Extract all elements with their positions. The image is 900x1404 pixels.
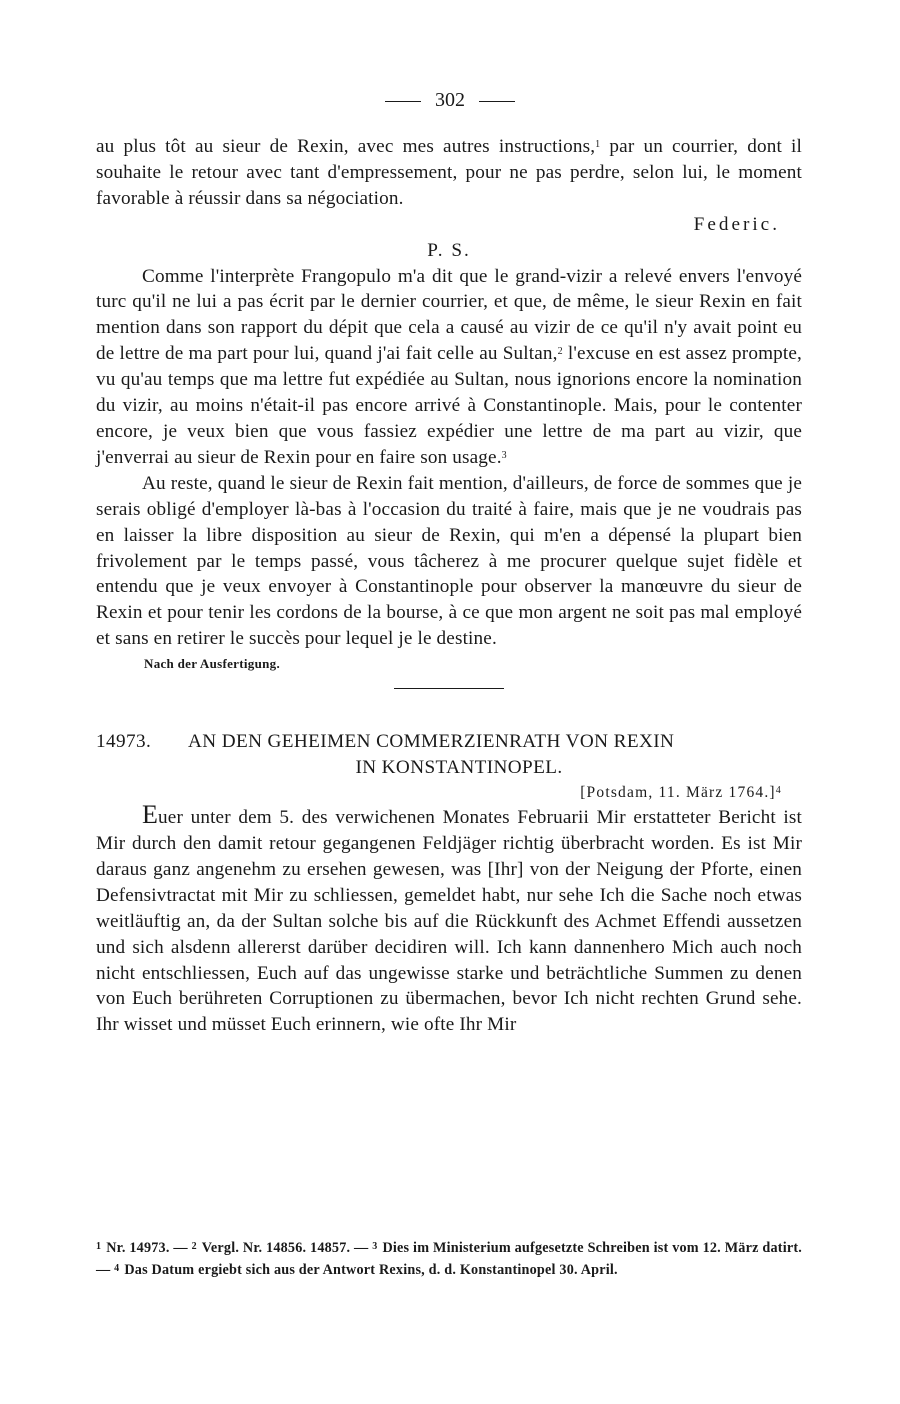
footnote-ref: 3 [501, 449, 507, 461]
signature: Federic. [693, 213, 780, 235]
document-heading [96, 729, 802, 781]
postscript-paragraph: Comme l'interprète Frangopulo m'a dit que le grand-vizir a relevé envers l'envoyé turc qu'il ne lui a pas écrit par le dernier courrier, et que, de même, le sieur Rexin en fait mention dans son rapport du dépit que cela a causé au vizir de ce qu'il n'y avait point eu de lettre de ma part pour lui, quand j'ai fait celle au Sultan,$^2$ l'excuse en est assez prompte, vu qu'au temps que ma lettre fut expédiée au Sultan, nous ignorions encore la nomination du vizir, au moins n'était-il pas encore arrivé à Constantinople. Mais, pour le contenter encore, je veux bien que vous fassiez expédier une lettre de ma part au vizir, que j'enverrai au sieur de Rexin pour en faire son usage.$^3$ [96, 265, 802, 468]
dateline: [Potsdam, 11. März 1764.]$^4$ [580, 784, 782, 802]
footnote: $^2$ Vergl. Nr. 14856. 14857. — [191, 1240, 373, 1256]
source-note: Nach der Ausfertigung. [144, 656, 281, 672]
page-number-header [0, 88, 900, 112]
heading-line-1: AN DEN GEHEIMEN COMMERZIENRATH VON REXIN [188, 731, 675, 753]
footnotes [96, 1238, 802, 1281]
heading-line-2: IN KONSTANTINOPEL. [355, 757, 563, 779]
postscript-heading: P. S. [427, 239, 471, 261]
postscript-paragraph: Au reste, quand le sieur de Rexin fait mention, d'ailleurs, de force de sommes que je serais obligé d'employer là-bas à l'occasion du traité à faire, mais que je ne voudrais pas en laisser la libre disposition au sieur de Rexin, qui m'en a dépensé la plupart bien frivolement par le temps passé, vous tâcherez à me procurer quelque sujet fidèle et entendu que je veux envoyer à Constantinople pour observer la manœuvre du sieur de Rexin et pour tenir les cordons de la bourse, à ce que mon argent ne soit pas mal employé et sans en retirer le succès pour lequel je le destine. [96, 472, 802, 650]
page-body [96, 134, 802, 1038]
header-dash-right [479, 101, 515, 102]
page-number: 302 [435, 89, 465, 111]
footnote-ref: 2 [557, 346, 563, 358]
document-number: 14973. [96, 731, 152, 753]
initial-letter: E [142, 800, 159, 830]
footnote: $^4$ Das Datum ergiebt sich aus der Antwort Rexins, d. d. Konstantinopel 30. April. [114, 1261, 618, 1278]
footnote: $^3$ Dies im Ministerium aufgesetzte Schreiben ist vom 12. März datirt. — [96, 1240, 802, 1278]
footnote-ref: 1 [595, 139, 601, 150]
footnote-ref: 4 [775, 785, 782, 797]
letter-closing-paragraph: au plus tôt au sieur de Rexin, avec mes autres instructions,$^1$ par un courrier, dont il souhaite le retour avec tant d'empressement, pour ne pas perdre, selon lui, le moment favorable à réussir dans sa négociation. [96, 136, 802, 209]
footnote: $^1$ Nr. 14973. — [96, 1240, 192, 1256]
header-dash-left [385, 101, 421, 102]
section-separator [394, 688, 504, 689]
letter-body: Euer unter dem 5. des verwichenen Monates Februarii Mir erstatteter Bericht ist Mir durch den damit retour gegangenen Feldjäger richtig überbracht worden. Es ist Mir daraus ganz angenehm zu ersehen gewesen, was [Ihr] von der Neigung der Pforte, einen Defensivtractat mit Mir zu schliessen, gemeldet habt, nur sehe Ich die Sache noch etwas weitläuftig an, da der Sultan solche bis auf die Rückkunft des Achmet Effendi aussetzen und sich alsdenn allererst darüber decidiren will. Ich kann dannenhero Mich auch noch nicht entschliessen, Euch auf das ungewisse starke und beträchtliche Summen zu denen von Euch berühreten Corruptionen zu übermachen, bevor Ich nicht rechten Grund sehe. Ihr wisset und müsset Euch erinnern, wie ofte Ihr Mir [96, 800, 802, 1036]
